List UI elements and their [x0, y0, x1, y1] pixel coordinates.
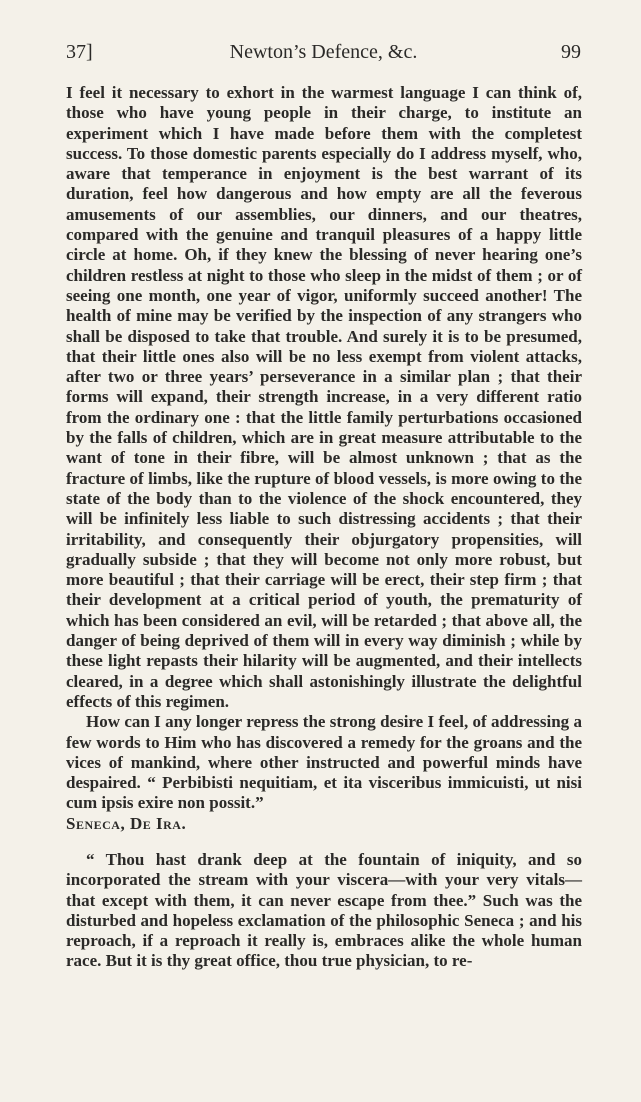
running-header	[66, 38, 581, 66]
paragraph-3: “ Thou hast drank deep at the fountain of iniquity, and so incorporated the stream with your viscera—with your very vitals—that except with them, it can never escape from thee.” Such was the disturbed and hopeless exclamation of the philosophic Seneca ; and his reproach, if a reproach it really is, embraces alike the whole human race. But it is thy great office, thou true physician, to re-	[66, 849, 582, 971]
paragraph-2: How can I any longer repress the strong desire I feel, of addressing a few words to Him who has discovered a remedy for the groans and the vices of mankind, where other instructed and powerful minds have despaired. “ Perbibisti nequitiam, et ita visceribus immicuisti, ut nisi cum ipsis exire non possit.”	[66, 712, 582, 813]
paragraph-gap	[66, 834, 582, 850]
paragraph-1: I feel it necessary to exhort in the warmest language I can think of, those who have young people in their charge, to institute an experiment which I have made before them with the completest success. To those domestic parents especially do I address myself, who, aware that temperance in enjoyment is the best warrant of its duration, feel how dangerous and how empty are all the feverous amusements of our assemblies, our dinners, and our theatres, compared with the genuine and tranquil pleasures of a happy little circle at home. Oh, if they knew the blessing of never hearing one’s children restless at night to those who sleep in the midst of them ; or of seeing one month, one year of vigor, uniformly succeed another! The health of mine may be verified by the inspection of any strangers who shall be disposed to take that trouble. And surely it is to be presumed, that their little ones also will be no less exempt from violent attacks, after two or three years’ perseverance in a similar plan ; that their forms will expand, their strength increase, in a very different ratio from the ordinary one : that the little family perturbations occasioned by the falls of children, which are in great measure attributable to the want of tone in their fibre, will be almost unknown ; that as the fracture of limbs, like the rupture of blood vessels, is more owing to the state of the body than to the violence of the shock encountered, they will be infinitely less liable to such distressing accidents ; that their irritability, and consequently their objurgatory propensities, will gradually subside ; that they will become not only more robust, but more beautiful ; that their carriage will be erect, their step firm ; that their development at a critical period of youth, the prematurity of which has been considered an evil, will be retarded ; that above all, the danger of being deprived of them will in every way diminish ; while by these light repasts their hilarity will be augmented, and their intellects cleared, in a degree which shall astonishingly illustrate the delightful effects of this regimen.	[66, 83, 582, 711]
page-number: 99	[561, 41, 581, 63]
citation: Seneca, De Ira.	[66, 813, 187, 833]
running-title: Newton’s Defence, &c.	[229, 41, 418, 63]
section-number: 37]	[66, 41, 93, 63]
body-text	[66, 83, 582, 972]
